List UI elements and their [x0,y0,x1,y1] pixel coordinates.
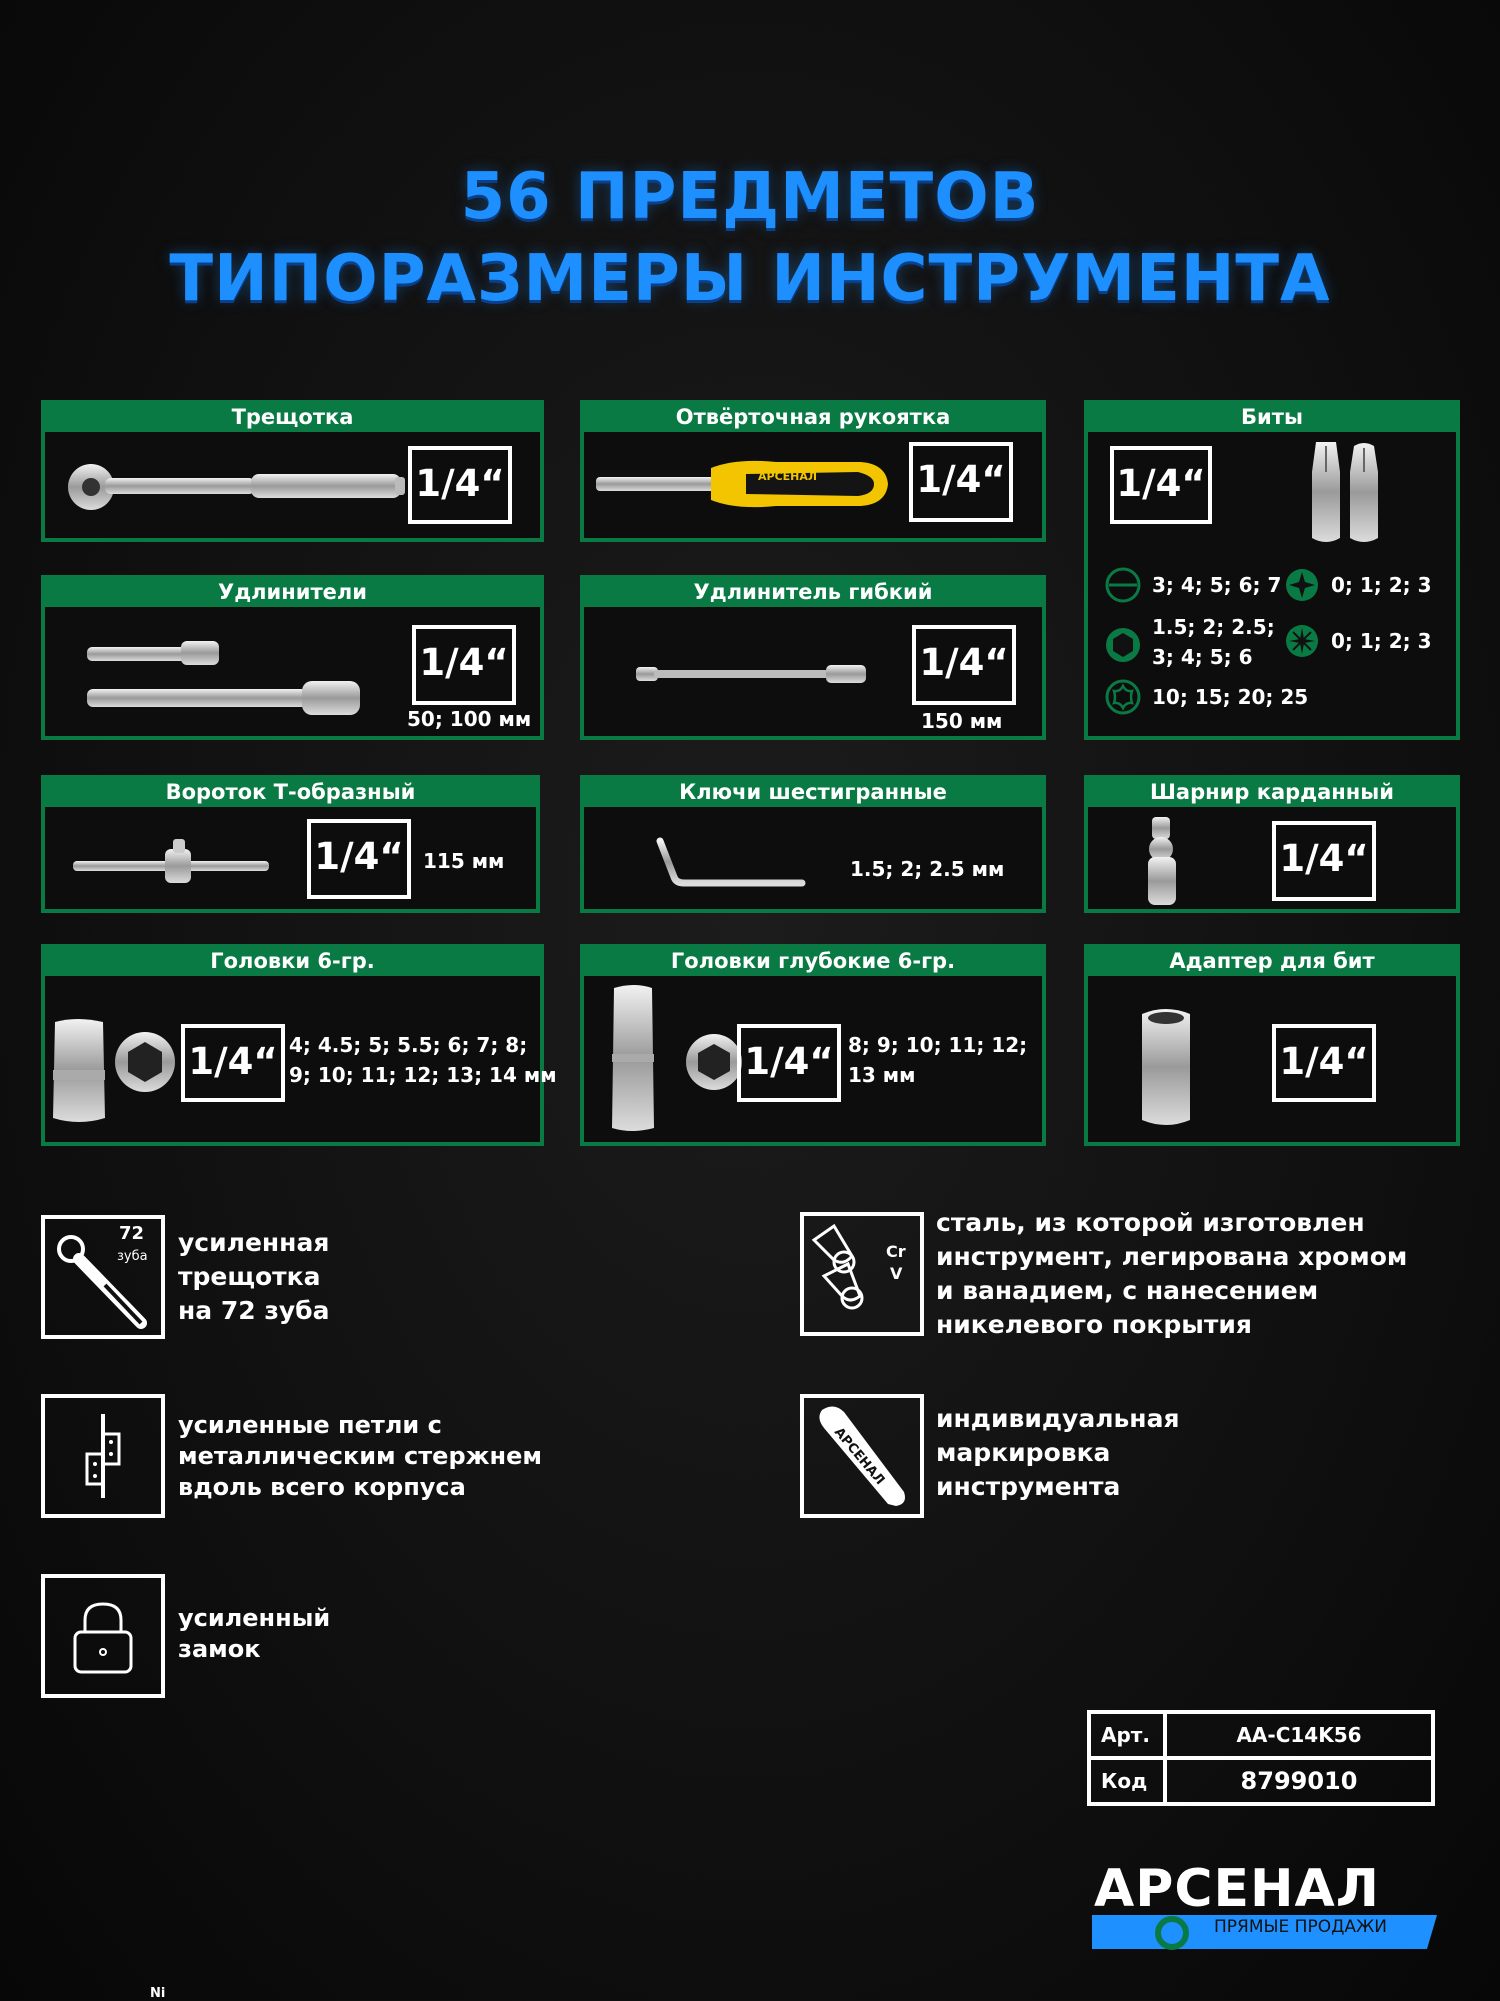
card-bit-adapter [1084,944,1460,1146]
deep-socket-sizes-line-2: 13 мм [848,1063,916,1087]
size-box: 1/4“ [181,1024,285,1102]
card-title: Трещотка [45,404,540,432]
chrome-symbol: Cr [886,1242,906,1261]
card-title: Ключи шестигранные [584,779,1042,807]
t-handle-icon [73,835,273,885]
feature-line: на 72 зуба [178,1296,330,1325]
card-bits [1084,400,1460,740]
card-screwdriver-handle [580,400,1046,542]
size-box: 1/4“ [737,1024,841,1102]
size-box: 1/4“ [408,446,512,524]
feature-lock-text [178,1603,330,1665]
size-box: 1/4“ [909,442,1013,522]
card-title: Отвёрточная рукоятка [584,404,1042,432]
article-table [1087,1710,1435,1806]
phillips-sizes: 0; 1; 2; 3 [1331,573,1432,597]
phillips-icon [1283,566,1321,604]
card-title: Удлинитель гибкий [584,579,1042,607]
deep-socket-icon [608,984,754,1132]
hex-icon [1104,626,1142,664]
screwdriver-handle-icon [596,454,896,514]
logo-tagline: ПРЯМЫЕ ПРОДАЖИ [1214,1917,1388,1937]
article-row [1089,1712,1433,1758]
feature-line: и ванадием, с нанесением [936,1276,1319,1305]
extensions-length: 50; 100 мм [407,707,532,731]
size-box: 1/4“ [412,625,516,705]
footer-fragment: Ni [150,1986,166,2001]
feature-line: маркировка [936,1438,1111,1467]
bit-row-torx [1104,678,1308,716]
flex-extension-length: 150 мм [921,709,1003,733]
pozidriv-icon [1283,622,1321,660]
code-row [1089,1758,1433,1804]
feature-marking-text [936,1402,1180,1504]
card-t-handle [41,775,540,913]
slotted-sizes: 3; 4; 5; 6; 7 [1152,573,1282,597]
card-title: Биты [1088,404,1456,432]
hex-key-icon [654,837,806,889]
wrench-crv-icon [800,1212,924,1336]
card-title: Шарнир карданный [1088,779,1456,807]
card-title: Вороток Т-образный [45,779,536,807]
code-label: Код [1089,1758,1165,1804]
socket-sizes-line-2: 9; 10; 11; 12; 13; 14 мм [289,1063,557,1087]
card-hex-keys [580,775,1046,913]
socket-sizes [289,1030,557,1090]
size-box: 1/4“ [912,625,1016,705]
lock-icon [41,1574,165,1698]
card-title: Удлинители [45,579,540,607]
slotted-icon [1104,566,1142,604]
article-label: Арт. [1089,1712,1165,1758]
t-handle-length: 115 мм [423,849,505,873]
universal-joint-icon [1144,817,1180,907]
deep-socket-sizes [848,1030,1027,1090]
bit-row-phillips [1283,566,1432,604]
title-line-1: 56 ПРЕДМЕТОВ [460,160,1040,234]
feature-line: усиленная [178,1228,330,1257]
feature-line: индивидуальная [936,1404,1180,1433]
bit-row-slotted [1104,566,1281,604]
ratchet-icon [65,462,435,512]
socket-sizes-line-1: 4; 4.5; 5; 5.5; 6; 7; 8; [289,1033,528,1057]
svg-text:АРСЕНАЛ: АРСЕНАЛ [758,470,818,483]
size-box: 1/4“ [1272,1024,1376,1102]
bit-row-pozidriv [1283,622,1432,660]
card-ratchet [41,400,544,542]
bit-adapter-icon [1138,1008,1194,1126]
card-flex-extension [580,575,1046,740]
size-box: 1/4“ [1110,446,1212,524]
code-value: 8799010 [1165,1758,1433,1804]
size-box: 1/4“ [1272,821,1376,901]
feature-line: замок [178,1635,261,1663]
feature-line: вдоль всего корпуса [178,1473,466,1501]
card-title: Головки глубокие 6-гр. [584,948,1042,976]
card-extensions [41,575,544,740]
size-box: 1/4“ [307,819,411,899]
feature-line: инструмента [936,1472,1121,1501]
hex-sizes-line-2: 3; 4; 5; 6 [1152,645,1253,669]
hex-sizes [1152,612,1275,672]
teeth-count: 72 [119,1223,145,1244]
marking-icon [800,1394,924,1518]
flex-extension-icon [636,659,868,689]
feature-line: сталь, из которой изготовлен [936,1208,1365,1237]
extensions-icon [87,639,367,719]
feature-line: никелевого покрытия [936,1310,1252,1339]
feature-line: усиленный [178,1604,331,1632]
feature-line: усиленные петли с [178,1411,442,1439]
torx-icon [1104,678,1142,716]
svg-text:АРСЕНАЛ: АРСЕНАЛ [830,1424,888,1489]
bits-icon [1306,442,1386,546]
feature-steel-text [936,1206,1407,1342]
card-title: Головки 6-гр. [45,948,540,976]
logo-brand: АРСЕНАЛ [1094,1859,1380,1919]
vanadium-symbol: V [890,1264,903,1283]
feature-ratchet-text [178,1226,330,1328]
card-title: Адаптер для бит [1088,948,1456,976]
deep-socket-sizes-line-1: 8; 9; 10; 11; 12; [848,1033,1028,1057]
hex-sizes-line-1: 1.5; 2; 2.5; [1152,615,1275,639]
ratchet-72-icon [41,1215,165,1339]
title-line-2: ТИПОРАЗМЕРЫ ИНСТРУМЕНТА [169,242,1331,316]
card-sockets [41,944,557,1146]
feature-hinges-text [178,1410,542,1503]
feature-line: инструмент, легирована хромом [936,1242,1408,1271]
pozidriv-sizes: 0; 1; 2; 3 [1331,629,1432,653]
hinge-icon [41,1394,165,1518]
feature-line: металлическим стержнем [178,1442,542,1470]
arsenal-logo [1092,1859,1437,1955]
hex-keys-sizes: 1.5; 2; 2.5 мм [850,857,1005,881]
card-universal-joint [1084,775,1460,913]
torx-sizes: 10; 15; 20; 25 [1152,685,1309,709]
article-value: AA-C14K56 [1165,1712,1433,1758]
socket-icon [49,1018,181,1124]
card-deep-sockets [580,944,1046,1146]
feature-line: трещотка [178,1262,321,1291]
teeth-word: зуба [117,1249,148,1264]
